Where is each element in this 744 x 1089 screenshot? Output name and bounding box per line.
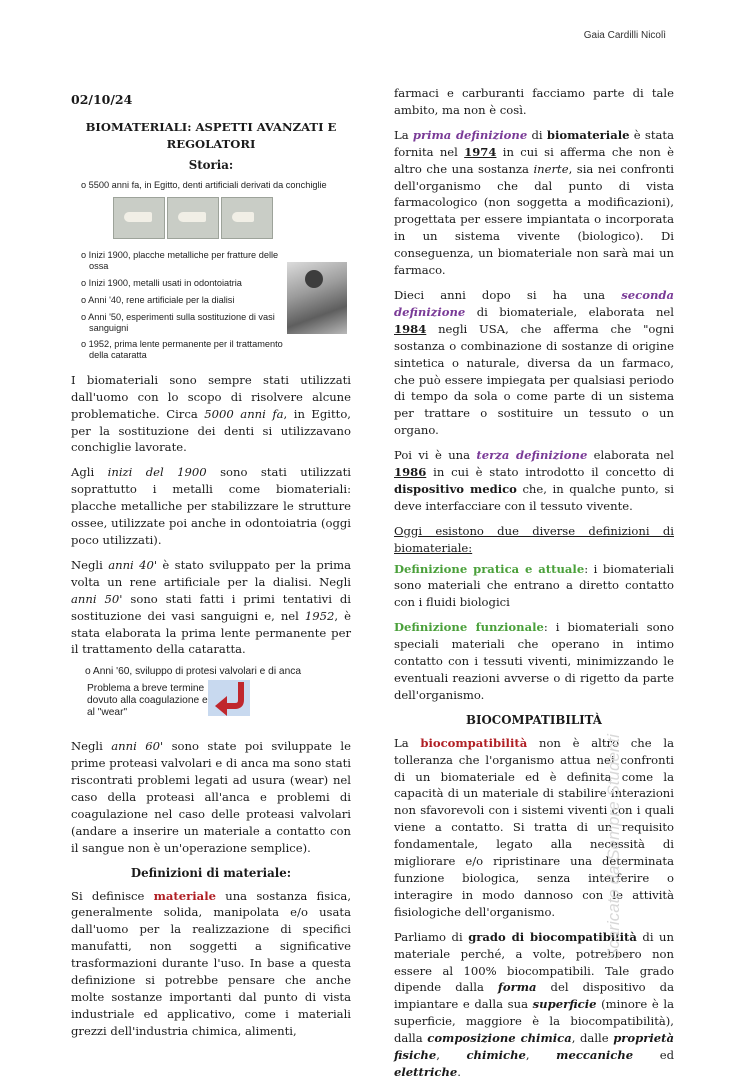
title-line-1: BIOMATERIALI: ASPETTI AVANZATI E: [85, 119, 337, 134]
document-date: 02/10/24: [71, 92, 133, 107]
protesi-figure-title: o Anni '60, sviluppo di protesi valvolari e di anca: [85, 666, 302, 678]
text: ,: [436, 1048, 467, 1063]
text: di: [527, 127, 547, 142]
history-item: o Inizi 1900, metalli usati in odontoiatria: [81, 277, 242, 288]
text: 1952: [304, 608, 335, 623]
text: La: [394, 127, 413, 142]
text: elettriche: [394, 1064, 458, 1079]
text: di un materiale perché, a volte, potrebbero non essere al 100% biocompatibili. Tale grado dipende dalla: [394, 929, 674, 995]
text: è stata fornita nel: [394, 127, 675, 159]
text: sono stati fatti i primi tentativi di sostituzione dei vasi sanguigni e, nel: [71, 591, 351, 623]
protesi-figure-problem: Problema a breve termine dovuto alla coagulazione e al "wear": [87, 683, 208, 719]
text: (minore è la superficie, maggiore è la biocompatibilità), dalla: [394, 997, 674, 1046]
paragraph-history-2: [71, 464, 351, 549]
text: di biomateriale, elaborata nel: [465, 304, 674, 319]
history-item: o Anni '50, esperimenti sulla sostituzione di vasi: [81, 311, 275, 322]
text: che, in qualche punto, si deve interfacciare con il tessuto vivente.: [394, 481, 674, 513]
text: chimiche: [466, 1048, 526, 1063]
paragraph-continuation: [394, 85, 674, 119]
text: non è altro che la tolleranza che l'organismo attua nei confronti di un biomateriale ed è definita come la capacità di un materiale di stabilire interazioni non sfavorevoli con i sistemi viventi con i quali viene a contatto. Si tratta di un requisito fondamentale, legato alla necessità di migliorare e/o ripristinare una determinata funzione biologica, senza interferire o interagire in modo dannoso con le attività fisiologiche dell'organismo.: [394, 735, 674, 919]
text: elaborata nel: [587, 448, 674, 463]
text: Dieci anni dopo si ha una: [394, 287, 622, 302]
right-column: [394, 85, 674, 1089]
text: Si definisce: [71, 888, 154, 903]
text: , sia nei confronti dell'organismo che dal punto di vista farmacologico (non soggetta a modificazioni), progettata per essere impiantata o incorporata in un sistema vivente (biologico). Di conseguenza, un biomateriale non sarà mai un farmaco.: [394, 161, 674, 278]
text: in cui si afferma che non è altro che una sostanza: [394, 144, 674, 176]
text: farmaci e carburanti facciamo parte di tale ambito, ma non è così.: [394, 86, 674, 117]
text: inerte: [533, 161, 569, 176]
artificial-teeth-image: [113, 197, 271, 243]
year-1984: 1984: [394, 321, 427, 336]
text: proprietà fisiche: [394, 1031, 674, 1063]
title-line-2: REGOLATORI: [166, 136, 256, 151]
term-dispositivo-medico: dispositivo medico: [394, 481, 517, 496]
text: sono stati utilizzati soprattutto i metalli come biomateriali: placche metalliche per stabilizzare le strutture ossee, utilizzate poi anche in odontoiatria (oggi poco utilizzati).: [71, 465, 351, 547]
text: composizione chimica: [427, 1031, 572, 1046]
term-biocompatibilita: biocompatibilità: [420, 735, 528, 750]
history-item: sanguigni: [89, 322, 129, 333]
text: Negli: [71, 557, 109, 572]
text: superficie: [532, 997, 597, 1012]
paragraph-materiale: [71, 888, 351, 1040]
text: del dispositivo da impiantare e dalla sua: [394, 980, 674, 1012]
text: Poi vi è una: [394, 448, 477, 463]
text: : i biomateriali sono speciali materiali che operano in intimo contatto con i tessuti viventi, minimizzando le eventuali reazioni avverse o di rigetto da parte dell'organismo.: [394, 620, 674, 702]
year-1974: 1974: [464, 144, 497, 159]
text: , è stata elaborata la prima lente permanente per il trattamento della cataratta.: [71, 608, 351, 657]
text: 5000 anni fa: [204, 406, 284, 421]
text: anni 60': [111, 739, 164, 754]
paragraph-protesi: [71, 738, 351, 856]
text: , in Egitto, per la sostituzione dei denti si utilizzavano conchiglie lavorate.: [71, 406, 351, 455]
text: ,: [525, 1048, 557, 1063]
text: La: [394, 735, 421, 750]
text: Parliamo di: [394, 929, 469, 944]
text: meccaniche: [556, 1048, 634, 1063]
text: .: [457, 1064, 461, 1079]
term-first-definition: prima definizione: [412, 127, 528, 142]
text: ed: [633, 1048, 674, 1063]
year-1986: 1986: [394, 465, 427, 480]
protesi-figure: [71, 666, 349, 730]
return-arrow-icon: [211, 680, 251, 716]
history-item: o Anni '40, rene artificiale per la dialisi: [81, 294, 235, 305]
text: è stato sviluppato per la prima volta un rene artificiale per la dialisi. Negli: [71, 557, 352, 589]
page-author: Gaia Cardilli Nicolì: [583, 30, 666, 41]
text: , dalle: [571, 1031, 614, 1046]
text: I biomateriali sono sempre stati utilizzati dall'uomo con lo scopo di risolvere alcune problematiche. Circa: [71, 372, 351, 421]
paragraph-biocompatibility-degree: [394, 929, 674, 1081]
watermark: Scaricato da Sempre Studenti: [604, 734, 623, 960]
history-item: o 1952, prima lente permanente per il trattamento: [81, 338, 283, 349]
section-definitions-heading: Definizioni di materiale:: [130, 865, 292, 880]
paragraph-first-definition: [394, 127, 674, 279]
history-item: della cataratta: [89, 349, 147, 360]
paragraph-history-3: [71, 557, 351, 658]
text: una sostanza fisica, generalmente solida, manipolata e/o usata dall'uomo per la realizzazione di specifici manufatti, non soggetti a significative trasformazioni durante l'uso. In base a questa definizione si potrebbe pensare che anche molte sostanze importanti dal punto di vista industriale ed applicativo, come i materiali grezzi dell'industria chimica, alimenti,: [71, 888, 352, 1038]
document-title: [71, 119, 351, 153]
history-figure: [71, 180, 349, 362]
paragraph-two-definitions: [394, 523, 674, 557]
paragraph-third-definition: [394, 447, 674, 515]
text: sono state poi sviluppate le prime proteasi valvolari e di anca ma sono stati riscontrati problemi legati ad usura (wear) nel caso della proteasi all'anca e problemi di coagulazione nel caso delle proteasi valvolari (andare a inserire un materiale a contatto con il sangue non è un'operazione semplice).: [71, 739, 352, 855]
paragraph-biocompatibility: [394, 735, 674, 921]
paragraph-practical-definition: [394, 561, 674, 612]
text: Oggi esistono due diverse definizioni di biomateriale:: [394, 523, 674, 555]
term-third-definition: terza definizione: [476, 448, 588, 463]
section-history-heading: Storia:: [188, 157, 234, 172]
section-biocompatibility-heading: BIOCOMPATIBILITÀ: [466, 712, 602, 727]
paragraph-history-1: [71, 372, 351, 457]
text: anni 40': [108, 557, 158, 572]
left-column: [71, 92, 351, 1048]
term-second-definition: seconda definizione: [394, 287, 674, 319]
text: inizi del 1900: [107, 465, 207, 480]
term-materiale: materiale: [153, 888, 216, 903]
text: negli USA, che afferma che "ogni sostanza o combinazione di sostanze di origine sintetica o naturale, diversa da un farmaco, che può essere impiegata per qualsiasi periodo di tempo da sola o come parte di un sistema per trattare o sostituire un tessuto o un organo.: [394, 321, 674, 438]
dialysis-photo: [287, 262, 347, 334]
term-practical-definition: Definizione pratica e attuale: [394, 561, 585, 576]
history-item: o 5500 anni fa, in Egitto, denti artificiali derivati da conchiglie: [81, 179, 327, 190]
text: Agli: [71, 465, 108, 480]
paragraph-functional-definition: [394, 619, 674, 704]
term-biomateriale: biomateriale: [546, 127, 630, 142]
paragraph-second-definition: [394, 287, 674, 439]
text: anni 50': [71, 591, 123, 606]
text: : i biomateriali sono materiali che entrano a diretto contatto con i fluidi biologici: [394, 561, 674, 610]
history-item: o Inizi 1900, placche metalliche per fratture delle: [81, 249, 279, 260]
text: Negli: [71, 739, 112, 754]
text: forma: [497, 980, 537, 995]
term-grado-biocompatibilita: grado di biocompatibilità: [468, 929, 637, 944]
term-functional-definition: Definizione funzionale: [394, 620, 544, 635]
text: in cui è stato introdotto il concetto di: [426, 465, 674, 480]
history-item: ossa: [89, 260, 109, 271]
